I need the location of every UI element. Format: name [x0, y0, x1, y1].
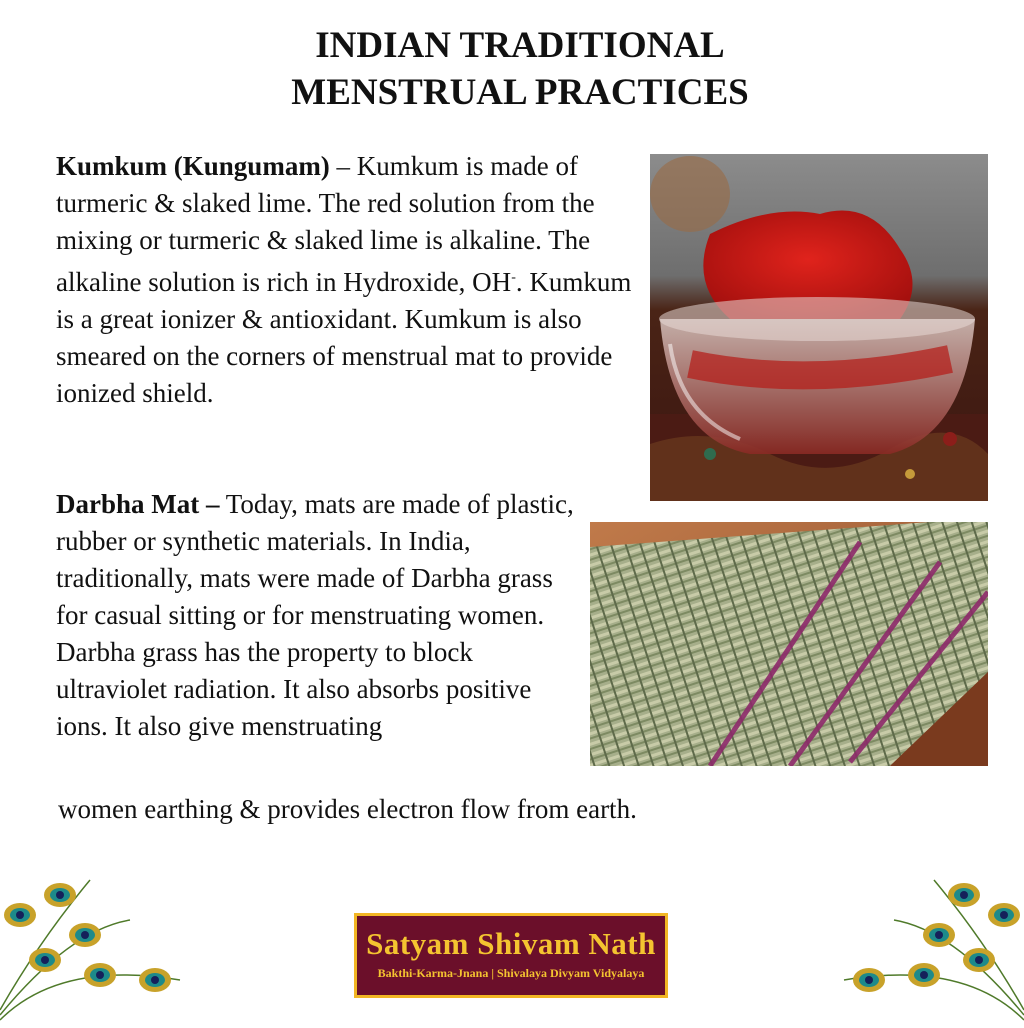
kumkum-text-a: Kumkum is made of turmeric & slaked lime. The red solution from the mixing or turmeric & slaked lime is alkaline. The alkaline solution is rich in Hydroxide, OH	[56, 151, 595, 297]
peacock-feather-icon	[0, 860, 200, 1024]
darbha-text: Today, mats are made of plastic, rubber or synthetic materials. In India, traditionally, mats were made of Darbha grass for casual sitting or for menstruating women. Darbha grass has the property to block ultraviolet radiation. It also absorbs positive ions. It also give menstruating	[56, 489, 574, 741]
brand-tagline: Bakthi-Karma-Jnana | Shivalaya Divyam Vidyalaya	[377, 966, 645, 980]
kumkum-dash: –	[329, 151, 357, 181]
kumkum-superscript: -	[511, 270, 516, 285]
title-line-1: INDIAN TRADITIONAL	[315, 25, 725, 66]
darbha-paragraph	[56, 486, 586, 745]
peacock-feather-icon	[824, 860, 1024, 1024]
darbha-last-line: women earthing & provides electron flow from earth.	[58, 794, 637, 824]
kumkum-heading: Kumkum (Kungumam)	[56, 151, 330, 181]
kumkum-bowl-image	[650, 154, 988, 501]
brand-logo	[354, 913, 668, 998]
title-line-2: MENSTRUAL PRACTICES	[291, 72, 749, 113]
brand-name: Satyam Shivam Nath	[366, 926, 656, 961]
kumkum-text-b: . Kumkum is a great ionizer & antioxidant. Kumkum is also smeared on the corners of menstrual mat to provide ionized shield.	[56, 267, 632, 408]
darbha-heading: Darbha Mat –	[56, 489, 220, 519]
kumkum-paragraph	[56, 148, 646, 412]
page-title	[0, 22, 1024, 116]
darbha-mat-image	[590, 522, 988, 766]
